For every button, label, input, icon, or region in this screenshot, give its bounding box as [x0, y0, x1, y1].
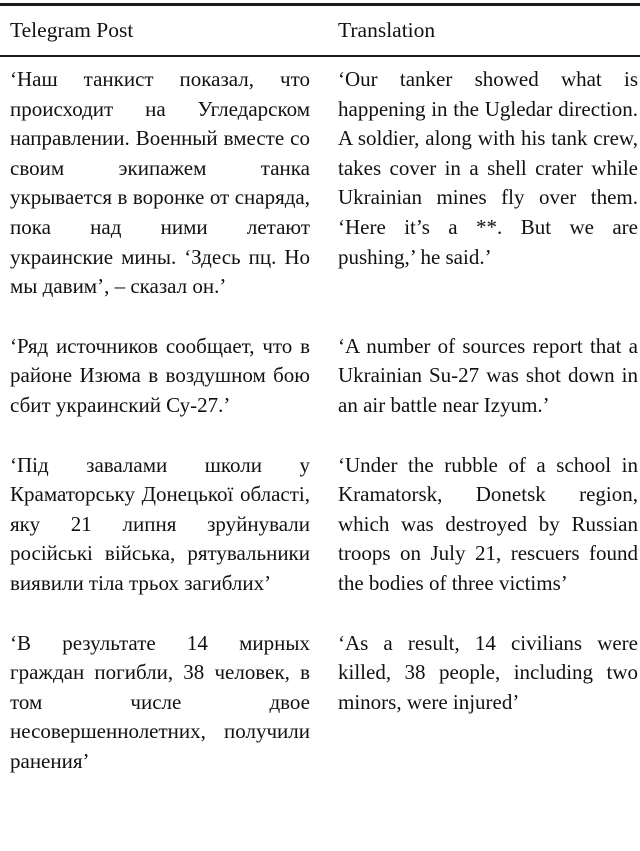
cell-telegram-post	[0, 332, 312, 421]
table-body-wrapper	[0, 57, 640, 776]
post-text: ‘В результате 14 мирных граждан погибли, 38 человек, в том числе двое несовершеннолетних, получили ранения’	[10, 630, 310, 773]
row-spacer	[0, 302, 640, 332]
post-text: ‘Наш танкист показал, что происходит на Угледарском направлении. Военный вместе со своим экипажем танка укрывается в воронке от снаряда, пока над ними летают украинские мины. ‘Здесь пц. Но мы давим’, – сказал он.’	[10, 67, 310, 299]
column-header-telegram-post: Telegram Post	[10, 18, 134, 42]
header-row	[0, 6, 640, 55]
translation-text: ‘A number of sources report that a Ukrainian Su-27 was shot down in an air battle near Izyum.’	[338, 333, 638, 417]
column-gap	[312, 451, 332, 599]
column-gap	[312, 629, 332, 777]
row-spacer	[0, 599, 640, 629]
column-gap	[312, 6, 332, 55]
column-gap	[312, 57, 332, 302]
cell-telegram-post	[0, 629, 312, 777]
cell-translation	[332, 451, 640, 599]
table-row	[0, 451, 640, 599]
post-text: ‘Під завалами школи у Краматорську Донецької області, яку 21 липня зруйнували російські війська, рятувальники виявили тіла трьох загиблих’	[10, 452, 310, 595]
row-spacer	[0, 421, 640, 451]
cell-translation	[332, 332, 640, 421]
post-text: ‘Ряд источников сообщает, что в районе Изюма в воздушном бою сбит украинский Су-27.’	[10, 333, 310, 417]
column-gap	[312, 332, 332, 421]
column-header-translation: Translation	[338, 18, 436, 42]
translation-text: ‘As a result, 14 civilians were killed, 38 people, including two minors, were injured’	[338, 630, 638, 714]
translation-text: ‘Our tanker showed what is happening in the Ugledar direction. A soldier, along with his tank crew, takes cover in a shell crater while Ukrainian mines fly over them. ‘Here it’s a **. But we are pushing,’ he said.’	[338, 67, 638, 269]
cell-telegram-post	[0, 57, 312, 302]
translation-text: ‘Under the rubble of a school in Kramatorsk, Donetsk region, which was destroyed by Russian troops on July 21, rescuers found the bodies of three victims’	[338, 452, 638, 595]
cell-telegram-post	[0, 451, 312, 599]
table-row	[0, 332, 640, 421]
data-table	[0, 6, 640, 55]
telegram-translation-table	[0, 3, 640, 776]
table-header	[0, 6, 640, 55]
table-row	[0, 57, 640, 302]
table-body	[0, 57, 640, 776]
cell-translation	[332, 629, 640, 777]
table-row	[0, 629, 640, 777]
cell-translation	[332, 57, 640, 302]
